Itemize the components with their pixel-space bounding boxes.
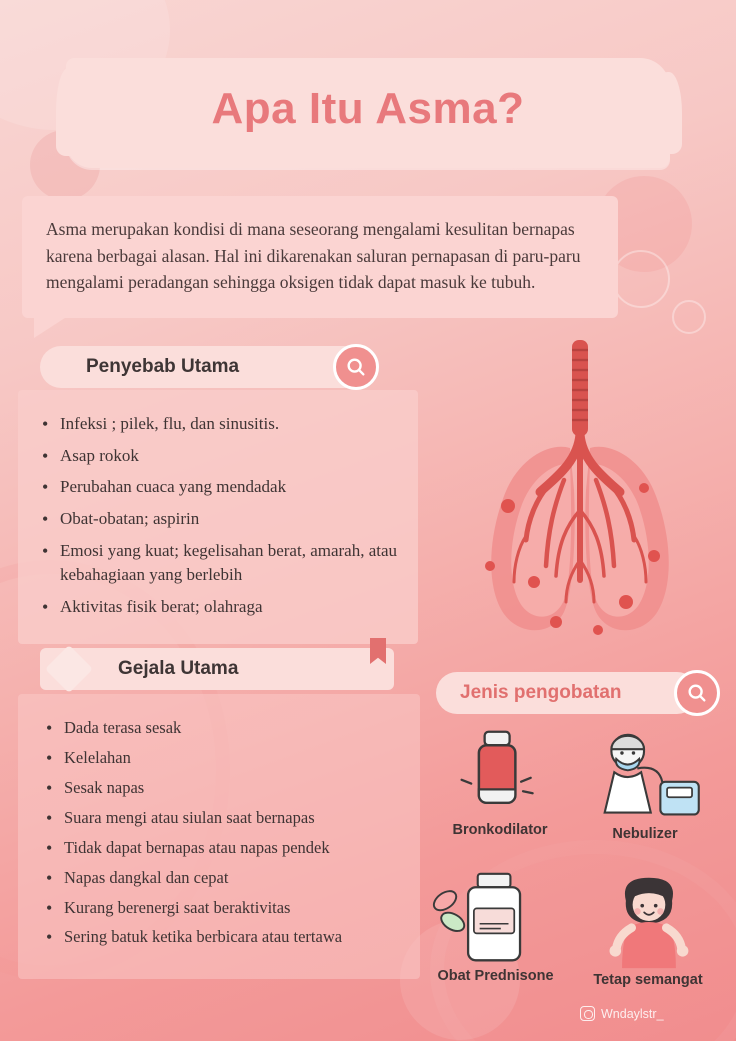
section-header-treatment bbox=[436, 672, 698, 714]
inhaler-icon bbox=[430, 726, 570, 822]
list-item: • Tidak dapat bernapas atau napas pendek bbox=[46, 836, 400, 860]
section-title-symptom: Gejala Utama bbox=[118, 658, 239, 679]
nebulizer-icon bbox=[570, 730, 720, 826]
page-title: Apa Itu Asma? bbox=[211, 84, 525, 133]
list-item: • Dada terasa sesak bbox=[46, 716, 400, 740]
list-item: • Aktivitas fisik berat; olahraga bbox=[42, 595, 398, 620]
treatment-label: Obat Prednisone bbox=[437, 968, 554, 984]
intro-text: Asma merupakan kondisi di mana seseorang mengalami kesulitan bernapas karena berbagai alasan. Hal ini dikarenakan saluran pernapasan di paru-paru mengalami peradangan sehingga oksigen tidak dapat masuk ke tubuh. bbox=[46, 219, 581, 293]
list-item: • Kurang berenergi saat beraktivitas bbox=[46, 896, 400, 920]
treatment-item-semangat bbox=[570, 872, 726, 988]
medicine-bottle-icon bbox=[418, 868, 573, 968]
treatment-item-nebulizer bbox=[570, 730, 720, 842]
symptom-list bbox=[46, 716, 400, 949]
list-item: • Sesak napas bbox=[46, 776, 400, 800]
treatment-item-prednisone bbox=[418, 868, 573, 984]
intro-text-bubble bbox=[22, 196, 618, 318]
lungs-illustration bbox=[430, 330, 730, 660]
decor-ring-1 bbox=[612, 250, 670, 308]
cheerful-person-icon bbox=[570, 872, 726, 972]
treatment-label: Tetap semangat bbox=[593, 972, 703, 988]
list-item: • Perubahan cuaca yang mendadak bbox=[42, 475, 398, 500]
section-title-cause: Penyebab Utama bbox=[86, 356, 240, 377]
list-item: • Napas dangkal dan cepat bbox=[46, 866, 400, 890]
instagram-icon bbox=[580, 1006, 595, 1021]
handle-text: Wndaylstr_ bbox=[601, 1006, 664, 1021]
list-item: • Obat-obatan; aspirin bbox=[42, 507, 398, 532]
list-item: • Asap rokok bbox=[42, 444, 398, 469]
cause-list bbox=[42, 412, 398, 619]
lungs-icon bbox=[430, 330, 730, 660]
cause-list-panel bbox=[18, 390, 418, 644]
section-header-symptom bbox=[40, 648, 394, 690]
list-item: • Suara mengi atau siulan saat bernapas bbox=[46, 806, 400, 830]
footer-handle bbox=[580, 1006, 664, 1021]
list-item: • Sering batuk ketika berbicara atau tertawa bbox=[46, 925, 400, 949]
treatment-label: Bronkodilator bbox=[452, 822, 548, 838]
search-icon-cause[interactable] bbox=[333, 344, 379, 390]
list-item: • Infeksi ; pilek, flu, dan sinusitis. bbox=[42, 412, 398, 437]
search-icon-treatment[interactable] bbox=[674, 670, 720, 716]
decor-ring-2 bbox=[672, 300, 706, 334]
symptom-list-panel bbox=[18, 694, 420, 979]
treatment-label: Nebulizer bbox=[612, 826, 678, 842]
section-header-cause bbox=[40, 346, 350, 388]
list-item: • Kelelahan bbox=[46, 746, 400, 770]
section-title-treatment: Jenis pengobatan bbox=[460, 682, 622, 703]
treatment-item-bronkodilator bbox=[430, 726, 570, 838]
list-item: • Emosi yang kuat; kegelisahan berat, amarah, atau kebahagiaan yang berlebih bbox=[42, 539, 398, 588]
title-banner bbox=[66, 58, 670, 168]
